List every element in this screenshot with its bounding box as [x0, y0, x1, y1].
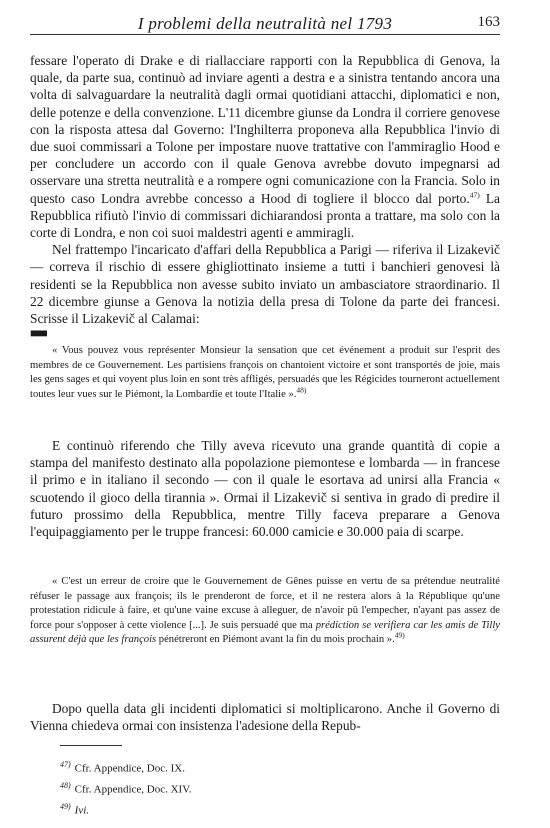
- footnote-text: Cfr. Appendice, Doc. XIV.: [74, 783, 192, 796]
- paragraph-3: E continuò riferendo che Tilly aveva ricevuto una grande quantità di copie a stampa del manifesto destinato alla popolazione piemontese e lombarda — in francese il primo e in italiano il secondo — con il quale le esortava ad unirsi alla Francia « scuotendo il gioco della tirannia ». Ormai il Lizakevič si sentiva in grado di predire il futuro prossimo della Repubblica, mentre Tilly faceva preparare a Genova l'equipaggiamento per le truppe francesi: 60.000 camicie e 30.000 paia di scarpe.: [30, 438, 500, 540]
- footnote-rule: [60, 745, 122, 746]
- main-text: [30, 52, 500, 339]
- separator-mark: ■■■: [30, 326, 46, 341]
- block-quote-2-italic: prédiction se verifiera car les amis de Tilly assurent déjà que les françois: [30, 619, 500, 645]
- paragraph-1-text: fessare l'operato di Drake e di riallacciare rapporti con la Repubblica di Genova, la quale, da parte sua, continuò ad inviare agenti a destra e a sinistra tentando ancora una volta di salvaguardare la neutralità dagli ormai quotidiani attacchi, diplomatici e non, delle potenze e della convenzione. L'11 dicembre giunse da Londra il corriere genovese con la risposta attesa dal Governo: l'Inghilterra proponeva alla Repubblica l'invio di due suoi commissari a Tolone per impostare nuove trattative con l'ammiraglio Hood e per concludere un accordo con il quale Genova avrebbe dovuto impegnarsi ad osservare una stretta neutralità e a rompere ogni comunicazione con la Francia. Solo in questo caso Londra avrebbe concesso a Hood di togliere il blocco dal porto.: [30, 53, 500, 206]
- paragraph-1: [30, 52, 500, 241]
- footnote-ref-48: 48): [296, 384, 307, 394]
- footnote-ref-49: 49): [394, 630, 405, 640]
- paragraph-2: Nel frattempo l'incaricato d'affari della Repubblica a Parigi — riferiva il Lizakevič — correva il rischio di essere ghigliottinato insieme a tutti i banchieri genovesi là residenti se la Repubblica non avesse subito inviato un ambasciatore straordinario. Il 22 dicembre giunse a Genova la notizia della presa di Tolone da parte dei francesi. Scrisse il Lizakevič al Calamai:: [30, 242, 500, 327]
- footnote-number: 47): [60, 760, 71, 769]
- block-quote-2: [30, 575, 500, 648]
- footnote-text: Cfr. Appendice, Doc. IX.: [74, 762, 185, 775]
- paragraph-1-continued: La Repubblica rifiutò l'invio di commissari dichiarandosi pronta a trattare, ma solo con la corte di Londra, e non coi suoi maldestri agenti e ammiragli.: [30, 190, 500, 241]
- paragraph-4: Dopo quella data gli incidenti diplomatici si moltiplicarono. Anche il Governo di Vienna chiedeva ormai con insistenza l'adesione della Repub-: [30, 701, 500, 734]
- footnote-48: [60, 781, 191, 802]
- footnote-number: 48): [60, 781, 71, 790]
- footnotes: [60, 760, 191, 823]
- block-quote-2-text: « C'est un erreur de croire que le Gouvernement de Gênes puisse en vertu de sa prétendue neutralité réfuser le passage aux françois; ils le prenderont de force, et il ne restera alors à la République qu'une protestation ridicule à faire, et qu'une vaine excuse à alleguer, de n'avoir pû l'empecher, n'ayant pas assez de force pour s'opposer à cette violence [...]. Je suis persuadé que ma: [30, 576, 500, 631]
- block-quote-1: [30, 344, 500, 402]
- running-title: I problemi della neutralità nel 1793: [137, 14, 393, 33]
- footnote-text: Ivi.: [74, 804, 90, 817]
- footnote-number: 49): [60, 802, 71, 811]
- footnote-49: [60, 802, 191, 823]
- page-number: 163: [477, 14, 500, 30]
- footnote-ref-47: 47): [469, 190, 480, 200]
- block-quote-1-text: « Vous pouvez vous représenter Monsieur la sensation que cet événement a produit sur l'esprit des membres de ce Gouvernement. Les partisiens françois on chantoient victoire et sont transportés de joie, mais les gens sages et qui voyent plus loin en sont très affligés, persuadés que les Régicides tourneront actuellement toutes leur vues sur le Piémont, la Lombardie et toute l'Italie ».: [30, 345, 500, 400]
- running-head: [30, 14, 500, 35]
- footnote-47: [60, 760, 191, 781]
- block-quote-2-end: pénétreront en Piémont avant la fin du mois prochain ».: [156, 634, 395, 645]
